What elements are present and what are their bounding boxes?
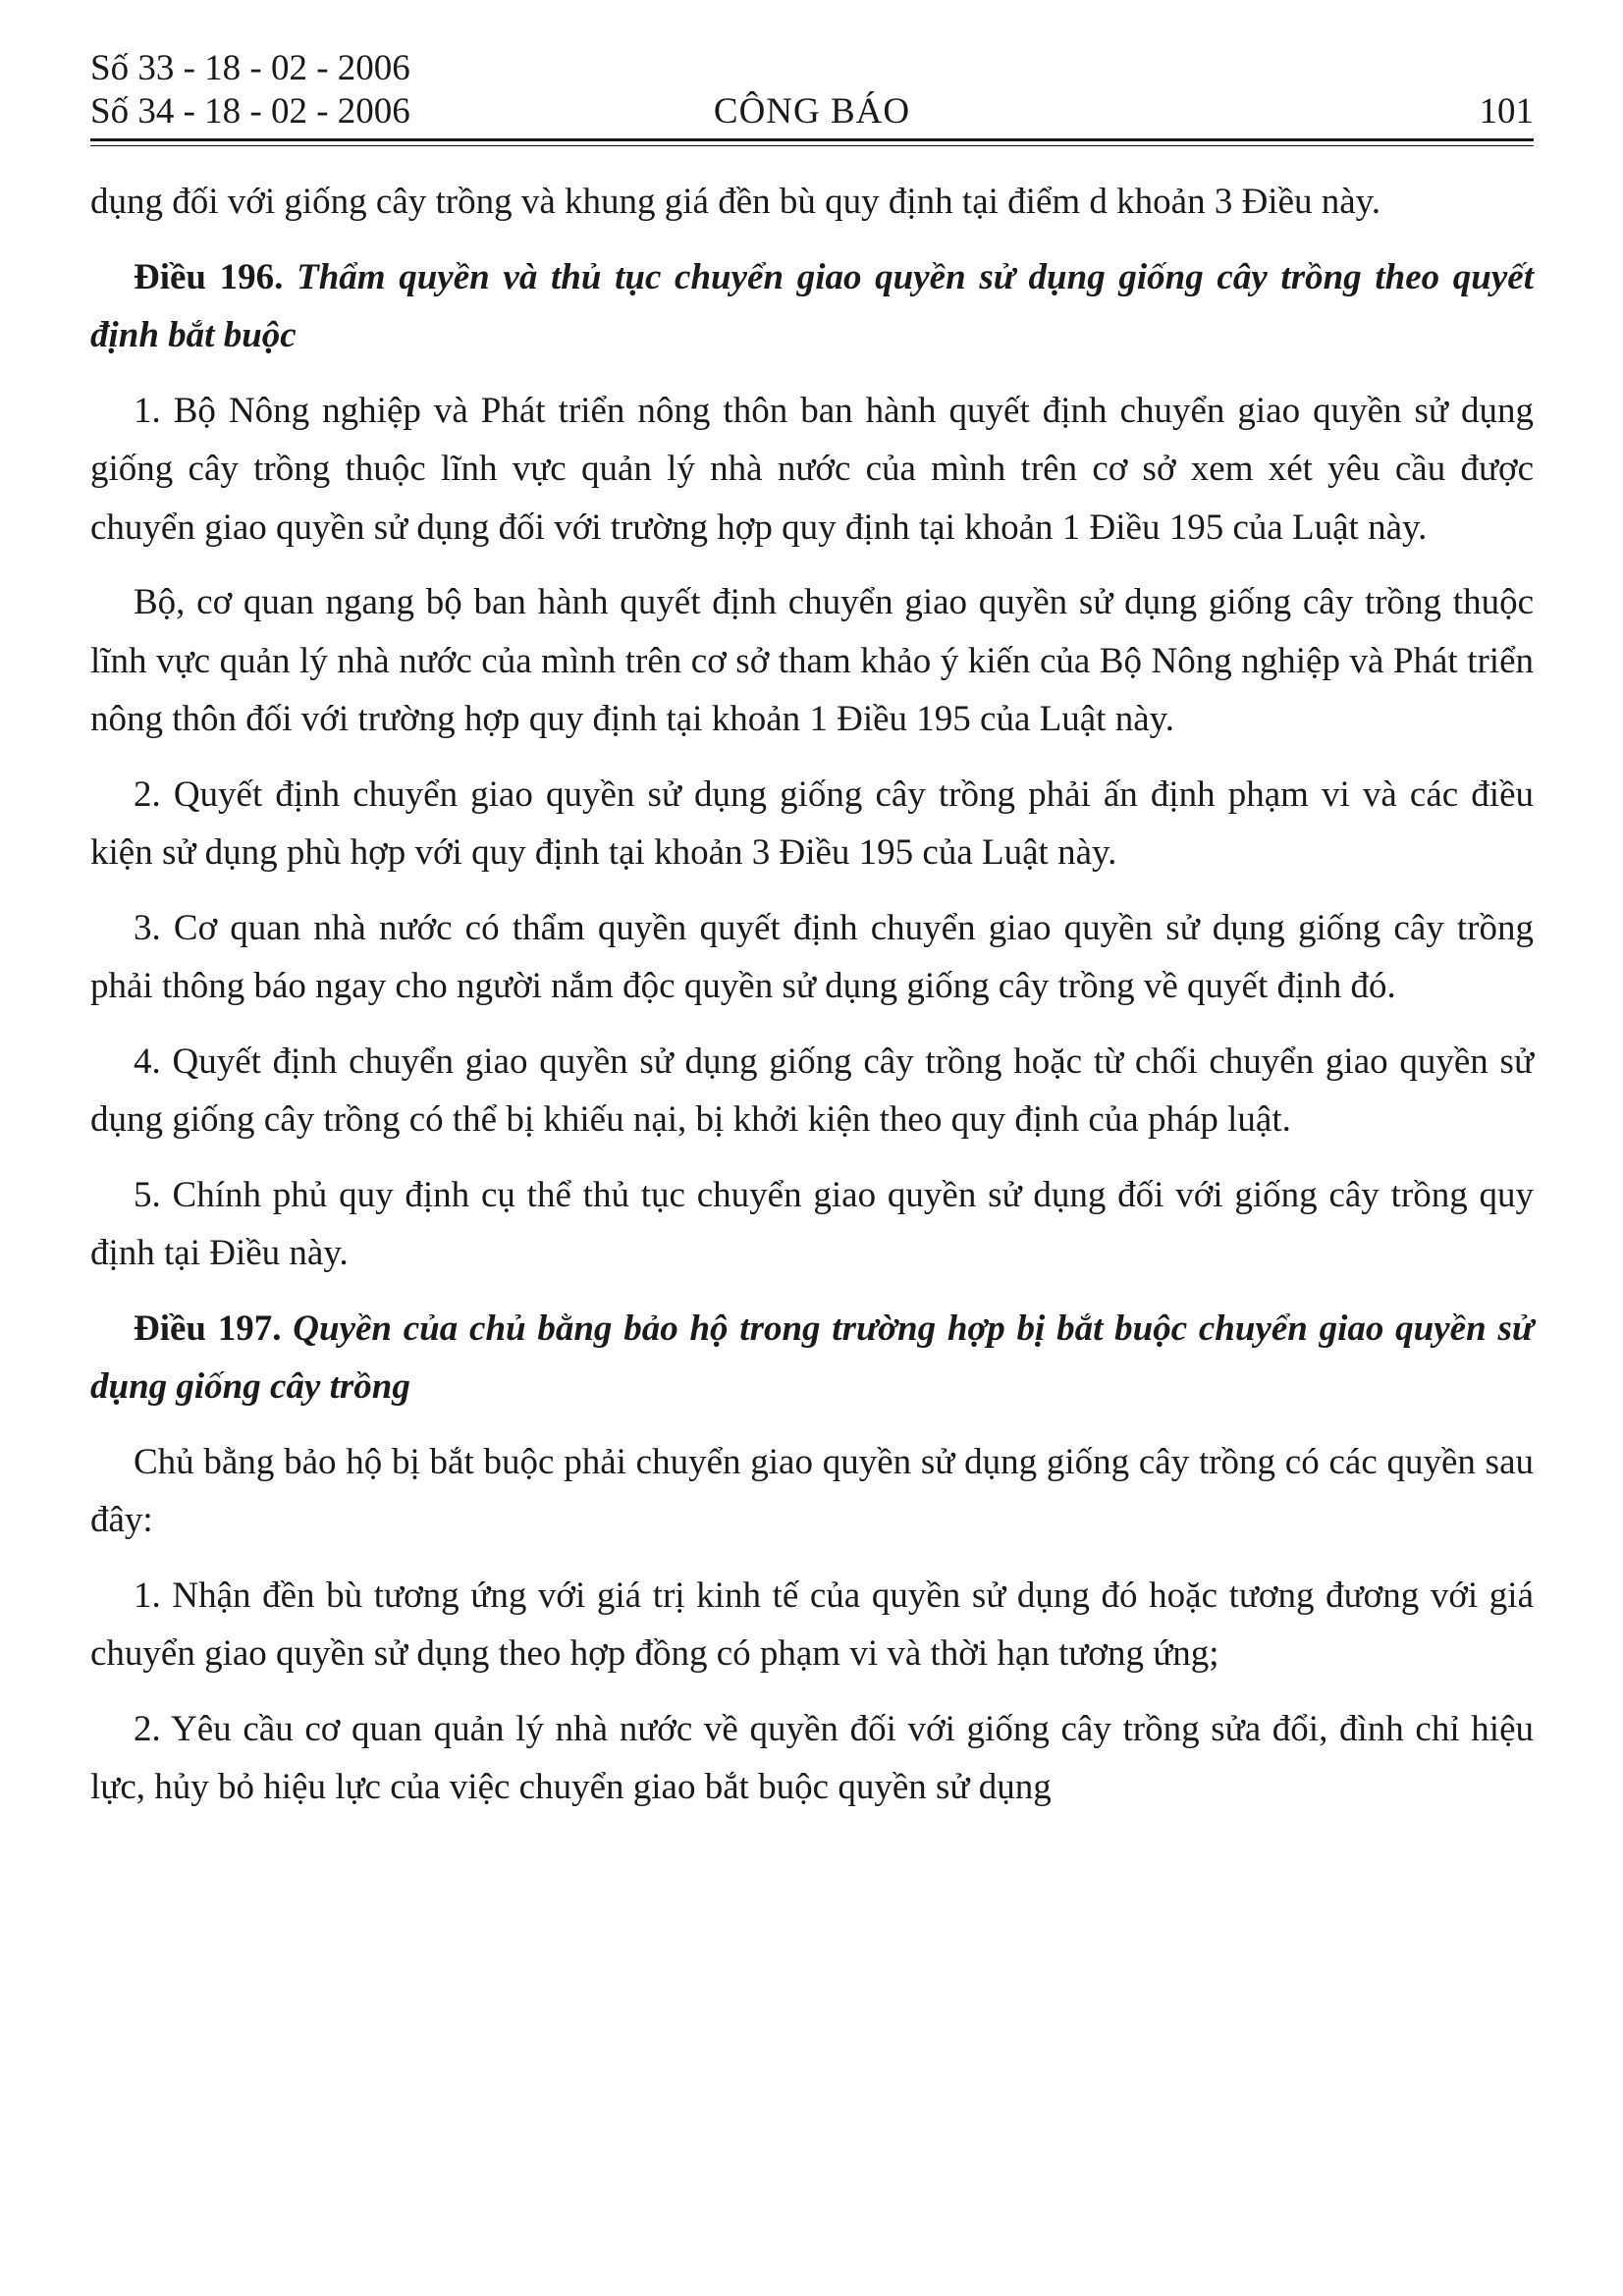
issue-line-1: Số 33 - 18 - 02 - 2006 [90, 48, 410, 88]
article-196-title: Thẩm quyền và thủ tục chuyển giao quyền sử dụng giống cây trồng theo quyết định bắt buộc [90, 256, 1534, 355]
article-196-clause-1: 1. Bộ Nông nghiệp và Phát triển nông thôn ban hành quyết định chuyển giao quyền sử dụng giống cây trồng thuộc lĩnh vực quản lý nhà nước của mình trên cơ sở xem xét yêu cầu được chuyển giao quyền sử dụng đối với trường hợp quy định tại khoản 1 Điều 195 của Luật này. [90, 390, 1534, 548]
gazette-page [90, 47, 1535, 1807]
document-body [90, 173, 1534, 1834]
article-197-heading [90, 1300, 1534, 1416]
article-197-title: Quyền của chủ bằng bảo hộ trong trường hợp bị bắt buộc chuyển giao quyền sử dụng giống cây trồng [90, 1308, 1535, 1407]
header-rule-thick [90, 138, 1534, 141]
publication-title: CÔNG BÁO [713, 91, 911, 132]
issue-line-2: Số 34 - 18 - 02 - 2006 [90, 91, 410, 132]
article-196-label: Điều 196. [134, 256, 284, 297]
article-196-clause-5: 5. Chính phủ quy định cụ thể thủ tục chuyển giao quyền sử dụng đối với giống cây trồng quy định tại Điều này. [90, 1174, 1534, 1273]
page-number: 101 [1479, 91, 1534, 132]
article-197-label: Điều 197. [134, 1308, 282, 1349]
article-196-clause-4: 4. Quyết định chuyển giao quyền sử dụng giống cây trồng hoặc từ chối chuyển giao quyền sử dụng giống cây trồng có thể bị khiếu nại, bị khởi kiện theo quy định của pháp luật. [90, 1041, 1534, 1140]
article-196-clause-1b: Bộ, cơ quan ngang bộ ban hành quyết định chuyển giao quyền sử dụng giống cây trồng thuộc lĩnh vực quản lý nhà nước của mình trên cơ sở tham khảo ý kiến của Bộ Nông nghiệp và Phát triển nông thôn đối với trường hợp quy định tại khoản 1 Điều 195 của Luật này. [90, 582, 1534, 739]
article-197-clause-2: 2. Yêu cầu cơ quan quản lý nhà nước về quyền đối với giống cây trồng sửa đổi, đình chỉ hiệu lực, hủy bỏ hiệu lực của việc chuyển giao bắt buộc quyền sử dụng [90, 1708, 1534, 1807]
article-196-heading [90, 248, 1534, 365]
page-header [90, 47, 1534, 135]
article-196-clause-3: 3. Cơ quan nhà nước có thẩm quyền quyết định chuyển giao quyền sử dụng giống cây trồng phải thông báo ngay cho người nắm độc quyền sử dụng giống cây trồng về quyết định đó. [90, 907, 1534, 1006]
article-197-intro: Chủ bằng bảo hộ bị bắt buộc phải chuyển giao quyền sử dụng giống cây trồng có các quyền sau đây: [90, 1441, 1534, 1540]
article-196-clause-2: 2. Quyết định chuyển giao quyền sử dụng giống cây trồng phải ấn định phạm vi và các điều kiện sử dụng phù hợp với quy định tại khoản 3 Điều 195 của Luật này. [90, 774, 1534, 873]
continuation-paragraph: dụng đối với giống cây trồng và khung giá đền bù quy định tại điểm d khoản 3 Điều này. [90, 182, 1381, 222]
header-rule-thin [90, 145, 1534, 146]
article-197-clause-1: 1. Nhận đền bù tương ứng với giá trị kinh tế của quyền sử dụng đó hoặc tương đương với giá chuyển giao quyền sử dụng theo hợp đồng có phạm vi và thời hạn tương ứng; [90, 1575, 1534, 1674]
